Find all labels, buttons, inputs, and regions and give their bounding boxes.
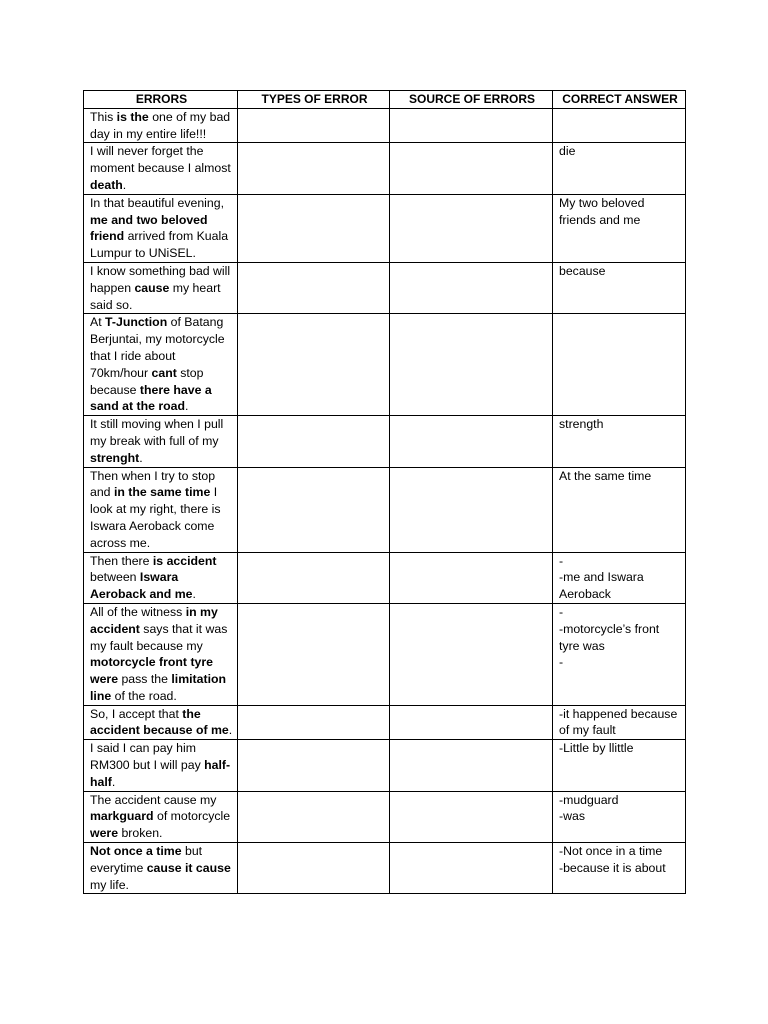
error-cell bbox=[84, 416, 238, 467]
table-row bbox=[84, 705, 686, 740]
type-of-error-cell bbox=[238, 467, 390, 552]
correct-answer-cell bbox=[553, 552, 686, 603]
table-body bbox=[84, 108, 686, 894]
source-of-error-cell bbox=[390, 416, 553, 467]
type-of-error-cell bbox=[238, 843, 390, 894]
correct-answer-line: My two beloved friends and me bbox=[559, 195, 645, 227]
correct-answer-cell bbox=[553, 262, 686, 313]
table-header bbox=[84, 91, 686, 109]
error-text: I said I can pay him RM300 but I will pay bbox=[90, 741, 205, 773]
error-text: . bbox=[228, 723, 233, 738]
error-cell bbox=[84, 705, 238, 740]
correct-answer-line: - bbox=[559, 655, 564, 670]
table-row bbox=[84, 552, 686, 603]
error-highlight: Iswara Aeroback and me bbox=[90, 570, 193, 602]
correct-answer-cell bbox=[553, 740, 686, 791]
source-of-error-cell bbox=[390, 467, 553, 552]
error-highlight: motorcycle front tyre were bbox=[90, 655, 213, 687]
correct-answer-cell bbox=[553, 467, 686, 552]
error-highlight: death bbox=[90, 177, 123, 192]
table-row bbox=[84, 416, 686, 467]
error-text: . bbox=[184, 399, 189, 414]
error-text: This bbox=[90, 109, 117, 124]
error-highlight: were bbox=[90, 826, 119, 841]
error-text: It still moving when I pull my break with full of my bbox=[90, 417, 224, 448]
error-text: . bbox=[122, 177, 127, 192]
error-text: I look at my right, there is Iswara Aeroback come across me. bbox=[90, 485, 221, 550]
source-of-error-cell bbox=[390, 194, 553, 262]
correct-answer-line: -mudguard bbox=[559, 792, 619, 807]
error-text: The accident cause my bbox=[90, 792, 217, 807]
error-cell bbox=[84, 314, 238, 416]
error-text: my heart said so. bbox=[90, 280, 221, 312]
error-text: I will never forget the moment because I almost bbox=[90, 144, 231, 176]
source-of-error-cell bbox=[390, 603, 553, 705]
error-highlight: there have a sand at the road bbox=[90, 382, 212, 414]
error-highlight: markguard bbox=[90, 809, 154, 824]
correct-answer-cell bbox=[553, 143, 686, 194]
error-text: In that beautiful evening, bbox=[90, 195, 224, 210]
correct-answer-cell bbox=[553, 314, 686, 416]
source-of-error-cell bbox=[390, 740, 553, 791]
correct-answer-line: because bbox=[559, 263, 606, 278]
type-of-error-cell bbox=[238, 314, 390, 416]
source-of-error-cell bbox=[390, 791, 553, 842]
correct-answer-line: -because it is about bbox=[559, 860, 666, 875]
header-source-of-errors: SOURCE OF ERRORS bbox=[390, 91, 553, 109]
error-highlight: cant bbox=[151, 365, 177, 380]
error-cell bbox=[84, 552, 238, 603]
correct-answer-line: -Not once in a time bbox=[559, 844, 663, 859]
table-row bbox=[84, 194, 686, 262]
correct-answer-line: strength bbox=[559, 417, 604, 432]
error-text: Then when I try to stop and bbox=[90, 468, 216, 500]
source-of-error-cell bbox=[390, 262, 553, 313]
error-highlight: cause bbox=[134, 280, 170, 295]
error-text: So, I accept that bbox=[90, 706, 183, 721]
error-highlight: T-Junction bbox=[105, 315, 168, 330]
source-of-error-cell bbox=[390, 705, 553, 740]
type-of-error-cell bbox=[238, 791, 390, 842]
table-row bbox=[84, 740, 686, 791]
error-cell bbox=[84, 467, 238, 552]
error-text: says that it was my fault because my bbox=[90, 621, 228, 653]
header-row bbox=[84, 91, 686, 109]
header-errors: ERRORS bbox=[84, 91, 238, 109]
error-cell bbox=[84, 194, 238, 262]
error-text: At bbox=[90, 315, 106, 330]
correct-answer-line: At the same time bbox=[559, 468, 652, 483]
table-row bbox=[84, 603, 686, 705]
error-highlight: is the bbox=[116, 109, 149, 124]
error-cell bbox=[84, 740, 238, 791]
correct-answer-line: -Little by llittle bbox=[559, 741, 634, 756]
table-row bbox=[84, 843, 686, 894]
error-highlight: in my accident bbox=[90, 604, 218, 636]
error-text: stop because bbox=[90, 365, 204, 397]
error-highlight: strenght bbox=[90, 450, 140, 465]
source-of-error-cell bbox=[390, 843, 553, 894]
type-of-error-cell bbox=[238, 194, 390, 262]
error-cell bbox=[84, 262, 238, 313]
error-text: Then there bbox=[90, 553, 153, 568]
error-text: . bbox=[139, 450, 143, 465]
type-of-error-cell bbox=[238, 108, 390, 143]
error-cell bbox=[84, 791, 238, 842]
correct-answer-cell bbox=[553, 416, 686, 467]
table-row bbox=[84, 143, 686, 194]
error-text: arrived from Kuala Lumpur to UNiSEL. bbox=[90, 229, 229, 261]
error-text: of motorcycle bbox=[153, 809, 231, 824]
correct-answer-line: - bbox=[559, 604, 564, 619]
type-of-error-cell bbox=[238, 143, 390, 194]
type-of-error-cell bbox=[238, 740, 390, 791]
source-of-error-cell bbox=[390, 552, 553, 603]
correct-answer-cell bbox=[553, 603, 686, 705]
correct-answer-line: - bbox=[559, 553, 564, 568]
error-highlight: is accident bbox=[152, 553, 217, 568]
error-cell bbox=[84, 603, 238, 705]
error-text: my life. bbox=[90, 877, 129, 892]
correct-answer-line: -motorcycle’s front tyre was bbox=[559, 621, 660, 653]
correct-answer-cell bbox=[553, 108, 686, 143]
table-row bbox=[84, 108, 686, 143]
header-types-of-error: TYPES OF ERROR bbox=[238, 91, 390, 109]
error-cell bbox=[84, 108, 238, 143]
table-row bbox=[84, 791, 686, 842]
error-highlight: in the same time bbox=[113, 485, 211, 500]
error-cell bbox=[84, 143, 238, 194]
error-highlight: limitation line bbox=[90, 672, 227, 703]
error-text: broken. bbox=[118, 826, 163, 841]
type-of-error-cell bbox=[238, 416, 390, 467]
type-of-error-cell bbox=[238, 603, 390, 705]
error-text: one of my bad day in my entire life!!! bbox=[90, 109, 231, 141]
error-highlight: the accident because of me bbox=[90, 706, 229, 738]
error-highlight: Not once a time bbox=[90, 844, 182, 859]
error-text: . bbox=[192, 587, 196, 602]
table-row bbox=[84, 467, 686, 552]
source-of-error-cell bbox=[390, 314, 553, 416]
correct-answer-line: -was bbox=[559, 809, 585, 824]
correct-answer-cell bbox=[553, 843, 686, 894]
error-highlight: me and two beloved friend bbox=[90, 212, 208, 244]
source-of-error-cell bbox=[390, 108, 553, 143]
type-of-error-cell bbox=[238, 705, 390, 740]
type-of-error-cell bbox=[238, 552, 390, 603]
error-highlight: half-half bbox=[90, 758, 231, 789]
error-cell bbox=[84, 843, 238, 894]
error-text: between bbox=[90, 570, 140, 585]
error-highlight: cause it cause bbox=[146, 860, 231, 875]
errors-table bbox=[83, 90, 686, 894]
error-text: All of the witness bbox=[90, 604, 186, 619]
correct-answer-cell bbox=[553, 705, 686, 740]
correct-answer-cell bbox=[553, 194, 686, 262]
correct-answer-line: die bbox=[559, 144, 576, 159]
correct-answer-line: -it happened because of my fault bbox=[559, 706, 678, 738]
table-row bbox=[84, 314, 686, 416]
correct-answer-line: -me and Iswara Aeroback bbox=[559, 570, 644, 602]
correct-answer-cell bbox=[553, 791, 686, 842]
source-of-error-cell bbox=[390, 143, 553, 194]
error-text: of Batang Berjuntai, my motorcycle that I ride about 70km/hour bbox=[90, 315, 225, 380]
header-correct-answer: CORRECT ANSWER bbox=[553, 91, 686, 109]
error-text: I know something bad will happen bbox=[90, 263, 231, 295]
error-text: pass the bbox=[118, 672, 172, 687]
error-text: of the road. bbox=[111, 688, 177, 703]
table-row bbox=[84, 262, 686, 313]
error-text: . bbox=[111, 774, 116, 789]
type-of-error-cell bbox=[238, 262, 390, 313]
error-text: but everytime bbox=[90, 844, 203, 875]
